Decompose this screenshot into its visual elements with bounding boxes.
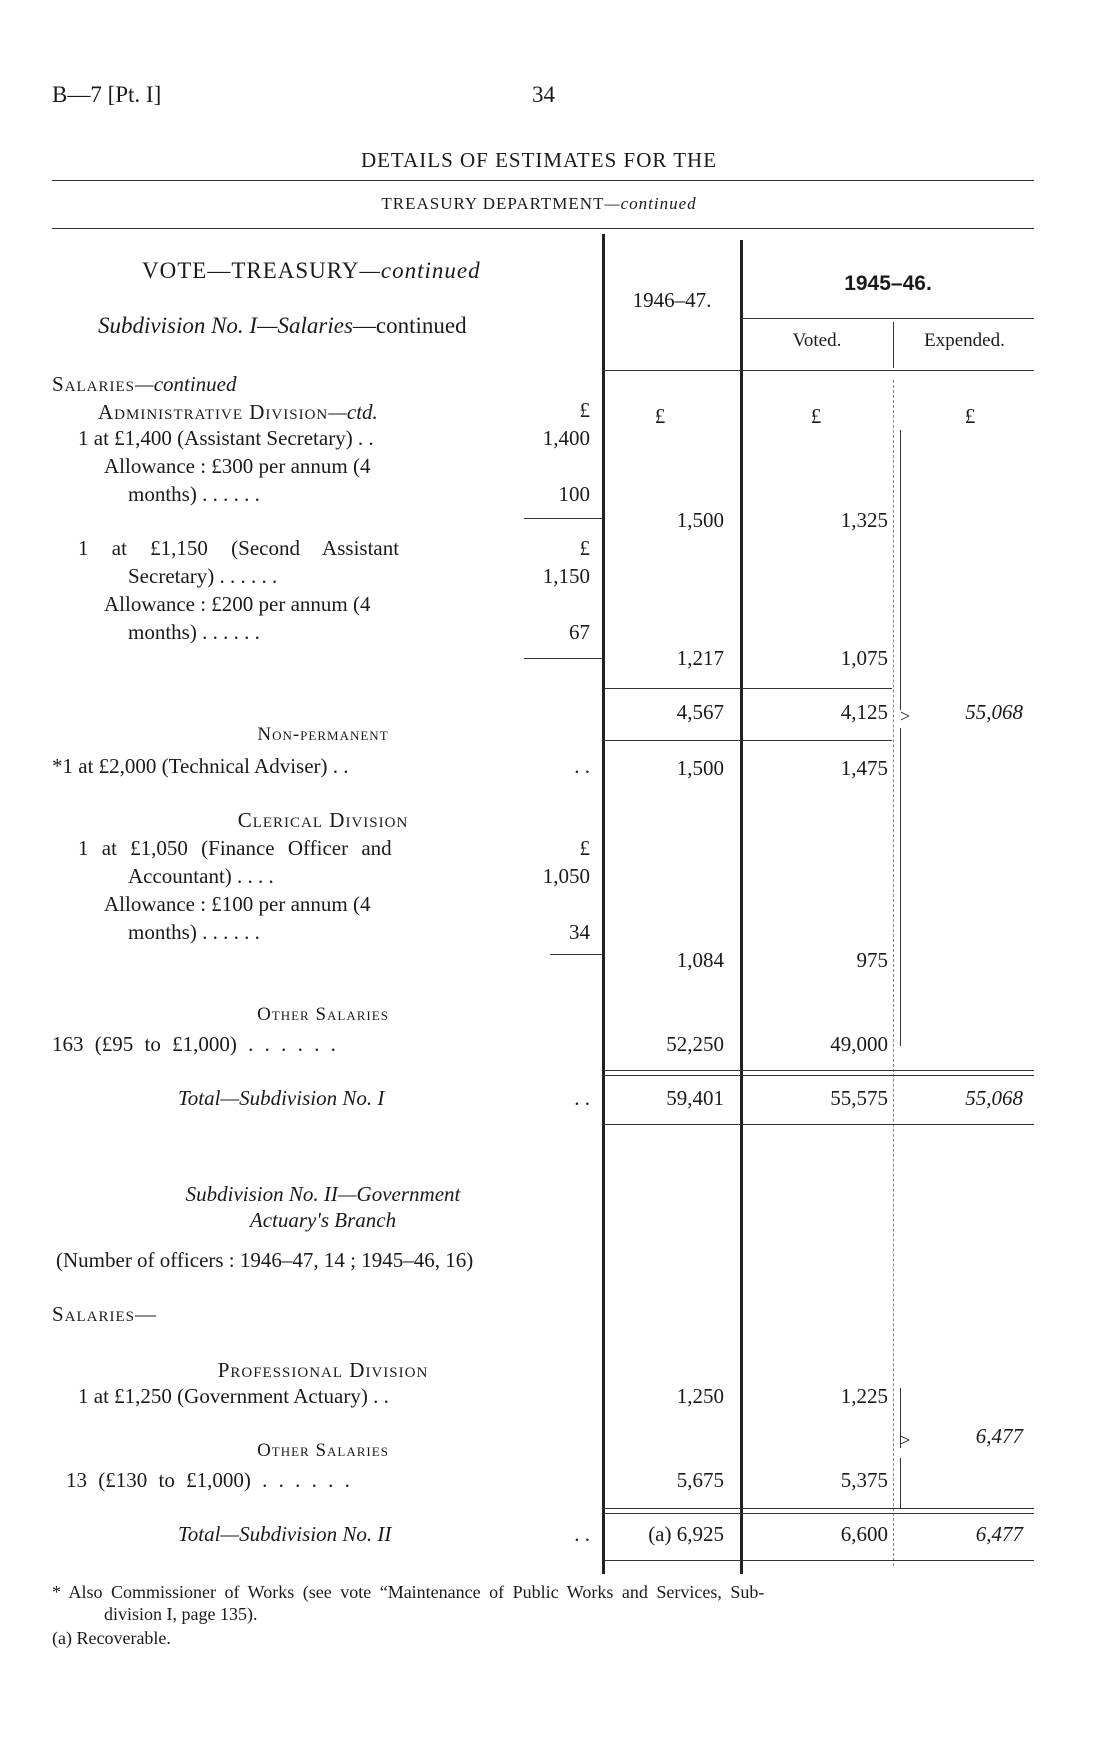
salaries-heading-text: Salaries — [52, 372, 136, 396]
amount-voted: 975 — [856, 948, 888, 972]
vote-title — [142, 258, 481, 284]
amount-voted: 1,075 — [840, 646, 888, 670]
pound-sign-voted: £ — [810, 404, 822, 428]
inner-pound-sign: £ — [579, 536, 590, 560]
line-item-text: *1 at £2,000 (Technical Adviser) . . — [52, 754, 349, 778]
amount-voted: 1,225 — [840, 1384, 888, 1408]
line-item-text: 1 at £1,250 (Government Actuary) . . — [78, 1384, 389, 1408]
expended-total-sub1: 55,068 — [965, 700, 1023, 724]
column-header-voted: Voted. — [792, 330, 842, 351]
amount-1946: 1,500 — [676, 756, 724, 780]
amount-voted: 1,325 — [840, 508, 888, 532]
subdivision-title — [98, 313, 467, 339]
amount-1946: 5,675 — [676, 1468, 724, 1492]
pound-sign-1946: £ — [654, 404, 666, 428]
line-item-text: Allowance : £300 per annum (4 — [104, 454, 371, 478]
subtotal-voted: 4,125 — [840, 700, 888, 724]
line-item-text: 13 (£130 to £1,000) . . . . . . — [66, 1468, 350, 1492]
inner-amount: 1,150 — [542, 564, 590, 588]
vote-title-continued: —continued — [359, 258, 481, 283]
subtotal-1946: 4,567 — [676, 700, 724, 724]
amount-1946: 52,250 — [666, 1032, 724, 1056]
salaries-2-heading: Salaries— — [52, 1302, 158, 1326]
line-item-text: 1 at £1,050 (Finance Officer and — [78, 836, 392, 860]
other-salaries-2-heading: Other Salaries — [257, 1440, 389, 1461]
department-name: TREASURY DEPARTMENT — [381, 194, 605, 213]
admin-division-heading — [98, 400, 378, 425]
amount-voted: 1,475 — [840, 756, 888, 780]
leader-dots: . . — [574, 1522, 590, 1546]
line-item-text: 1 at £1,150 (Second Assistant — [78, 536, 400, 560]
subdivision-2-title: Subdivision No. II—Government — [185, 1182, 461, 1206]
page-number: 34 — [532, 82, 555, 107]
amount-1946: 1,084 — [676, 948, 724, 972]
subdivision-title-continued: —continued — [352, 313, 467, 338]
vote-title-text: VOTE—TREASURY — [142, 258, 360, 283]
subdivision-2-subtitle: Actuary's Branch — [249, 1208, 397, 1232]
line-item-text: Allowance : £200 per annum (4 — [104, 592, 371, 616]
column-header-expended: Expended. — [924, 330, 1005, 351]
officers-count-note: (Number of officers : 1946–47, 14 ; 1945–46, 16) — [56, 1248, 474, 1272]
pound-sign-expended: £ — [964, 404, 976, 428]
amount-voted: 49,000 — [830, 1032, 888, 1056]
page-title: DETAILS OF ESTIMATES FOR THE — [360, 148, 718, 172]
line-item-text: months) . . . . . . — [128, 920, 260, 944]
leader-dots: . . — [574, 754, 590, 778]
total-subdivision-1-label: Total—Subdivision No. I — [178, 1086, 385, 1110]
department-continued: —continued — [604, 194, 697, 213]
admin-division-text: Administrative Division — [98, 400, 329, 424]
total-1946-sub2: (a) 6,925 — [648, 1522, 724, 1546]
line-item-text: Accountant) . . . . — [128, 864, 274, 888]
line-item-text: 1 at £1,400 (Assistant Secretary) . . — [78, 426, 374, 450]
line-item-text: months) . . . . . . — [128, 620, 260, 644]
amount-1946: 1,500 — [676, 508, 724, 532]
brace-point-icon: > — [900, 706, 911, 726]
footnote-star-cont: division I, page 135). — [104, 1604, 258, 1624]
admin-division-continued: —ctd. — [328, 400, 378, 424]
total-expended-sub1: 55,068 — [965, 1086, 1023, 1110]
leader-dots: . . — [574, 1086, 590, 1110]
total-subdivision-2-label: Total—Subdivision No. II — [178, 1522, 392, 1546]
amount-1946: 1,250 — [676, 1384, 724, 1408]
amount-1946: 1,217 — [676, 646, 724, 670]
professional-division-heading: Professional Division — [217, 1358, 429, 1382]
document-reference: B—7 [Pt. I] — [52, 82, 162, 107]
inner-amount: 67 — [569, 620, 590, 644]
column-header-1946-47: 1946–47. — [632, 288, 712, 312]
inner-amount: 1,400 — [542, 426, 590, 450]
total-voted-sub2: 6,600 — [840, 1522, 888, 1546]
total-1946-sub1: 59,401 — [666, 1086, 724, 1110]
line-item-text: months) . . . . . . — [128, 482, 260, 506]
inner-amount: 1,050 — [542, 864, 590, 888]
inner-pound-sign: £ — [579, 398, 590, 422]
inner-amount: 34 — [569, 920, 590, 944]
column-header-1945-46: 1945–46. — [844, 272, 932, 295]
salaries-heading — [52, 372, 237, 397]
other-salaries-heading: Other Salaries — [257, 1004, 389, 1025]
subdivision-title-text: Subdivision No. I—Salaries — [98, 313, 353, 338]
total-voted-sub1: 55,575 — [830, 1086, 888, 1110]
line-item-text: Secretary) . . . . . . — [128, 564, 278, 588]
total-expended-sub2: 6,477 — [975, 1522, 1023, 1546]
brace-point-icon: > — [900, 1430, 911, 1450]
inner-pound-sign: £ — [579, 836, 590, 860]
amount-voted: 5,375 — [840, 1468, 888, 1492]
inner-amount: 100 — [558, 482, 590, 506]
footnote-a: (a) Recoverable. — [52, 1628, 171, 1648]
footnote-star: * Also Commissioner of Works (see vote “Maintenance of Public Works and Services, Sub- — [52, 1582, 765, 1602]
line-item-text: Allowance : £100 per annum (4 — [104, 892, 371, 916]
nonpermanent-heading: Non-permanent — [257, 724, 389, 745]
expended-sub2: 6,477 — [975, 1424, 1023, 1448]
salaries-heading-continued: —continued — [135, 372, 237, 396]
department-title — [52, 194, 1026, 214]
clerical-division-heading: Clerical Division — [237, 808, 409, 832]
line-item-text: 163 (£95 to £1,000) . . . . . . — [52, 1032, 336, 1056]
